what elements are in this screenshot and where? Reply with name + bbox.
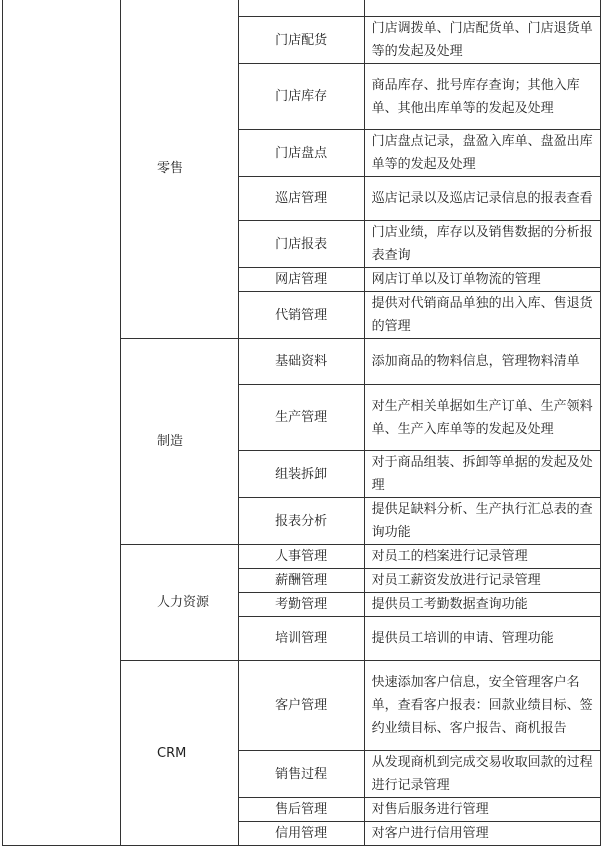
category-cell: 制造 [121, 339, 239, 545]
module-name-cell: 门店盘点 [238, 130, 364, 177]
module-description-cell: 提供对代销商品单独的出入库、售退货的管理 [364, 292, 600, 339]
module-name-cell [238, 0, 364, 17]
table-row [3, 0, 601, 17]
module-description-cell: 网店订单以及订单物流的管理 [364, 268, 600, 292]
module-description-cell: 从发现商机到完成交易收取回款的过程进行记录管理 [364, 751, 600, 798]
feature-table-body [3, 0, 601, 846]
module-description-cell: 巡店记录以及巡店记录信息的报表查看 [364, 177, 600, 221]
module-name-cell: 报表分析 [238, 498, 364, 545]
category-cell: CRM [121, 661, 239, 846]
module-description-cell: 快速添加客户信息，安全管理客户名单，查看客户报表：回款业绩目标、签约业绩目标、客户报告、商机报告 [364, 661, 600, 751]
module-description-cell: 对生产相关单据如生产订单、生产领料单、生产入库单等的发起及处理 [364, 385, 600, 451]
left-blank-column [3, 0, 121, 846]
module-description-cell: 门店业绩，库存以及销售数据的分析报表查询 [364, 221, 600, 268]
module-name-cell: 门店报表 [238, 221, 364, 268]
module-description-cell: 提供员工考勤数据查询功能 [364, 593, 600, 617]
module-description-cell: 商品库存、批号库存查询；其他入库单、其他出库单等的发起及处理 [364, 64, 600, 130]
module-name-cell: 网店管理 [238, 268, 364, 292]
module-name-cell: 信用管理 [238, 822, 364, 846]
module-name-cell: 组装拆卸 [238, 451, 364, 498]
category-cell: 人力资源 [121, 545, 239, 661]
module-description-cell: 提供足缺料分析、生产执行汇总表的查询功能 [364, 498, 600, 545]
module-description-cell: 对员工薪资发放进行记录管理 [364, 569, 600, 593]
module-name-cell: 销售过程 [238, 751, 364, 798]
module-name-cell: 人事管理 [238, 545, 364, 569]
module-description-cell: 对客户进行信用管理 [364, 822, 600, 846]
module-description-cell: 门店盘点记录，盘盈入库单、盘盈出库单等的发起及处理 [364, 130, 600, 177]
module-description-cell: 对员工的档案进行记录管理 [364, 545, 600, 569]
module-description-cell: 提供员工培训的申请、管理功能 [364, 617, 600, 661]
module-name-cell: 薪酬管理 [238, 569, 364, 593]
module-name-cell: 客户管理 [238, 661, 364, 751]
feature-table [2, 0, 601, 846]
module-name-cell: 考勤管理 [238, 593, 364, 617]
category-cell: 零售 [121, 0, 239, 339]
module-description-cell: 添加商品的物料信息，管理物料清单 [364, 339, 600, 385]
module-description-cell [364, 0, 600, 17]
module-name-cell: 门店配货 [238, 17, 364, 64]
module-name-cell: 基础资料 [238, 339, 364, 385]
module-description-cell: 门店调拨单、门店配货单、门店退货单等的发起及处理 [364, 17, 600, 64]
module-description-cell: 对售后服务进行管理 [364, 798, 600, 822]
module-name-cell: 门店库存 [238, 64, 364, 130]
module-name-cell: 售后管理 [238, 798, 364, 822]
module-name-cell: 培训管理 [238, 617, 364, 661]
module-name-cell: 生产管理 [238, 385, 364, 451]
module-name-cell: 代销管理 [238, 292, 364, 339]
module-description-cell: 对于商品组装、拆卸等单据的发起及处理 [364, 451, 600, 498]
module-name-cell: 巡店管理 [238, 177, 364, 221]
